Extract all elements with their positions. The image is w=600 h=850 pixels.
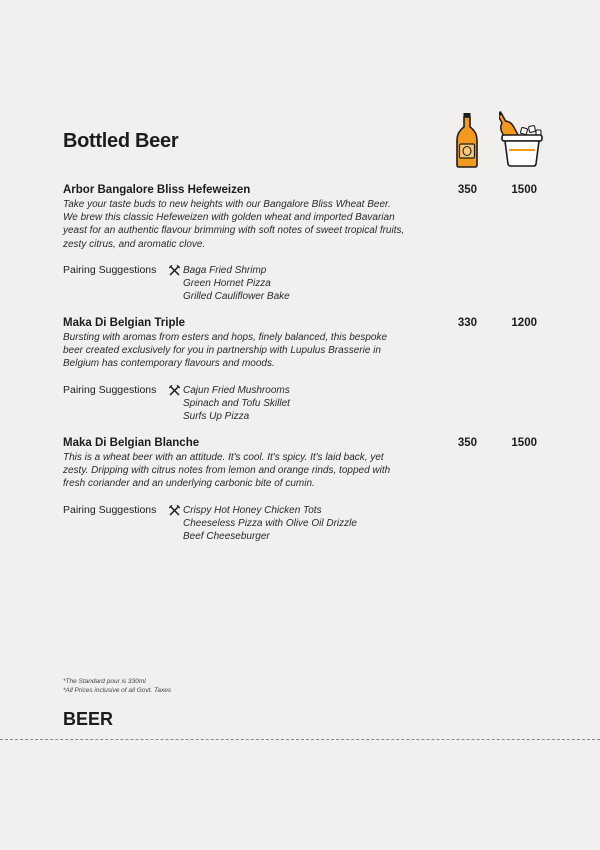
utensils-icon <box>169 265 180 276</box>
pairing-item: Spinach and Tofu Skillet <box>183 397 290 409</box>
pairing-item: Green Hornet Pizza <box>183 278 271 290</box>
menu-item <box>63 436 543 546</box>
pairing-item: Cheeseless Pizza with Olive Oil Drizzle <box>183 517 357 529</box>
item-description: This is a wheat beer with an attitude. It's cool. It's spicy. It's laid back, yet zesty. Dripping with citrus notes from lemon and orange rinds, topped with fresh coriander and an underlying carbonic bite of cumin. <box>63 452 391 490</box>
utensils-icon <box>169 385 180 396</box>
item-name: Arbor Bangalore Bliss Hefeweizen <box>63 184 251 196</box>
footnote-standard-pour: *The Standard pour is 330ml <box>63 678 146 685</box>
page-title: Bottled Beer <box>63 130 179 152</box>
pairing-list <box>183 504 357 544</box>
pairing-suggestions <box>63 384 543 426</box>
item-name: Maka Di Belgian Triple <box>63 317 186 329</box>
pairing-item: Baga Fried Shrimp <box>183 264 267 276</box>
pairing-label: Pairing Suggestions <box>63 263 157 276</box>
pairing-list <box>183 384 290 424</box>
beer-bucket-icon <box>499 106 545 168</box>
price-bucket: 1200 <box>511 317 537 329</box>
price-bucket: 1500 <box>511 437 537 449</box>
pairing-suggestions <box>63 264 543 306</box>
utensils-icon <box>169 505 180 516</box>
price-single: 350 <box>457 437 477 449</box>
footnote-taxes: *All Prices inclusive of all Govt. Taxes <box>63 687 172 694</box>
pairing-list <box>183 264 290 304</box>
price-bucket: 1500 <box>511 184 537 196</box>
pairing-item: Crispy Hot Honey Chicken Tots <box>183 504 322 516</box>
item-name: Maka Di Belgian Blanche <box>63 437 200 449</box>
pairing-item: Surfs Up Pizza <box>183 411 250 423</box>
menu-item <box>63 316 543 426</box>
pairing-item: Cajun Fried Mushrooms <box>183 384 290 396</box>
pairing-item: Grilled Cauliflower Bake <box>183 291 290 303</box>
menu-item <box>63 183 543 306</box>
beer-bottle-icon <box>455 112 479 168</box>
pairing-label: Pairing Suggestions <box>63 383 157 396</box>
pairing-label: Pairing Suggestions <box>63 503 157 516</box>
section-name: BEER <box>63 709 114 729</box>
price-single: 330 <box>457 317 477 329</box>
dashed-divider <box>0 739 600 740</box>
price-single: 350 <box>457 184 477 196</box>
item-description: Take your taste buds to new heights with our Bangalore Bliss Wheat Beer. We brew this classic Hefeweizen with golden wheat and imported Bavarian yeast for an authentic flavour brimming with soft notes of sweet tropical fruits, zesty citrus, and aromatic clove. <box>63 199 405 250</box>
pairing-item: Beef Cheeseburger <box>183 531 270 543</box>
pairing-suggestions <box>63 504 543 546</box>
item-description: Bursting with aromas from esters and hops, finely balanced, this bespoke beer created exclusively for you in partnership with Lupulus Brasserie in Belgium has contemporary flavours and moods. <box>63 332 388 370</box>
